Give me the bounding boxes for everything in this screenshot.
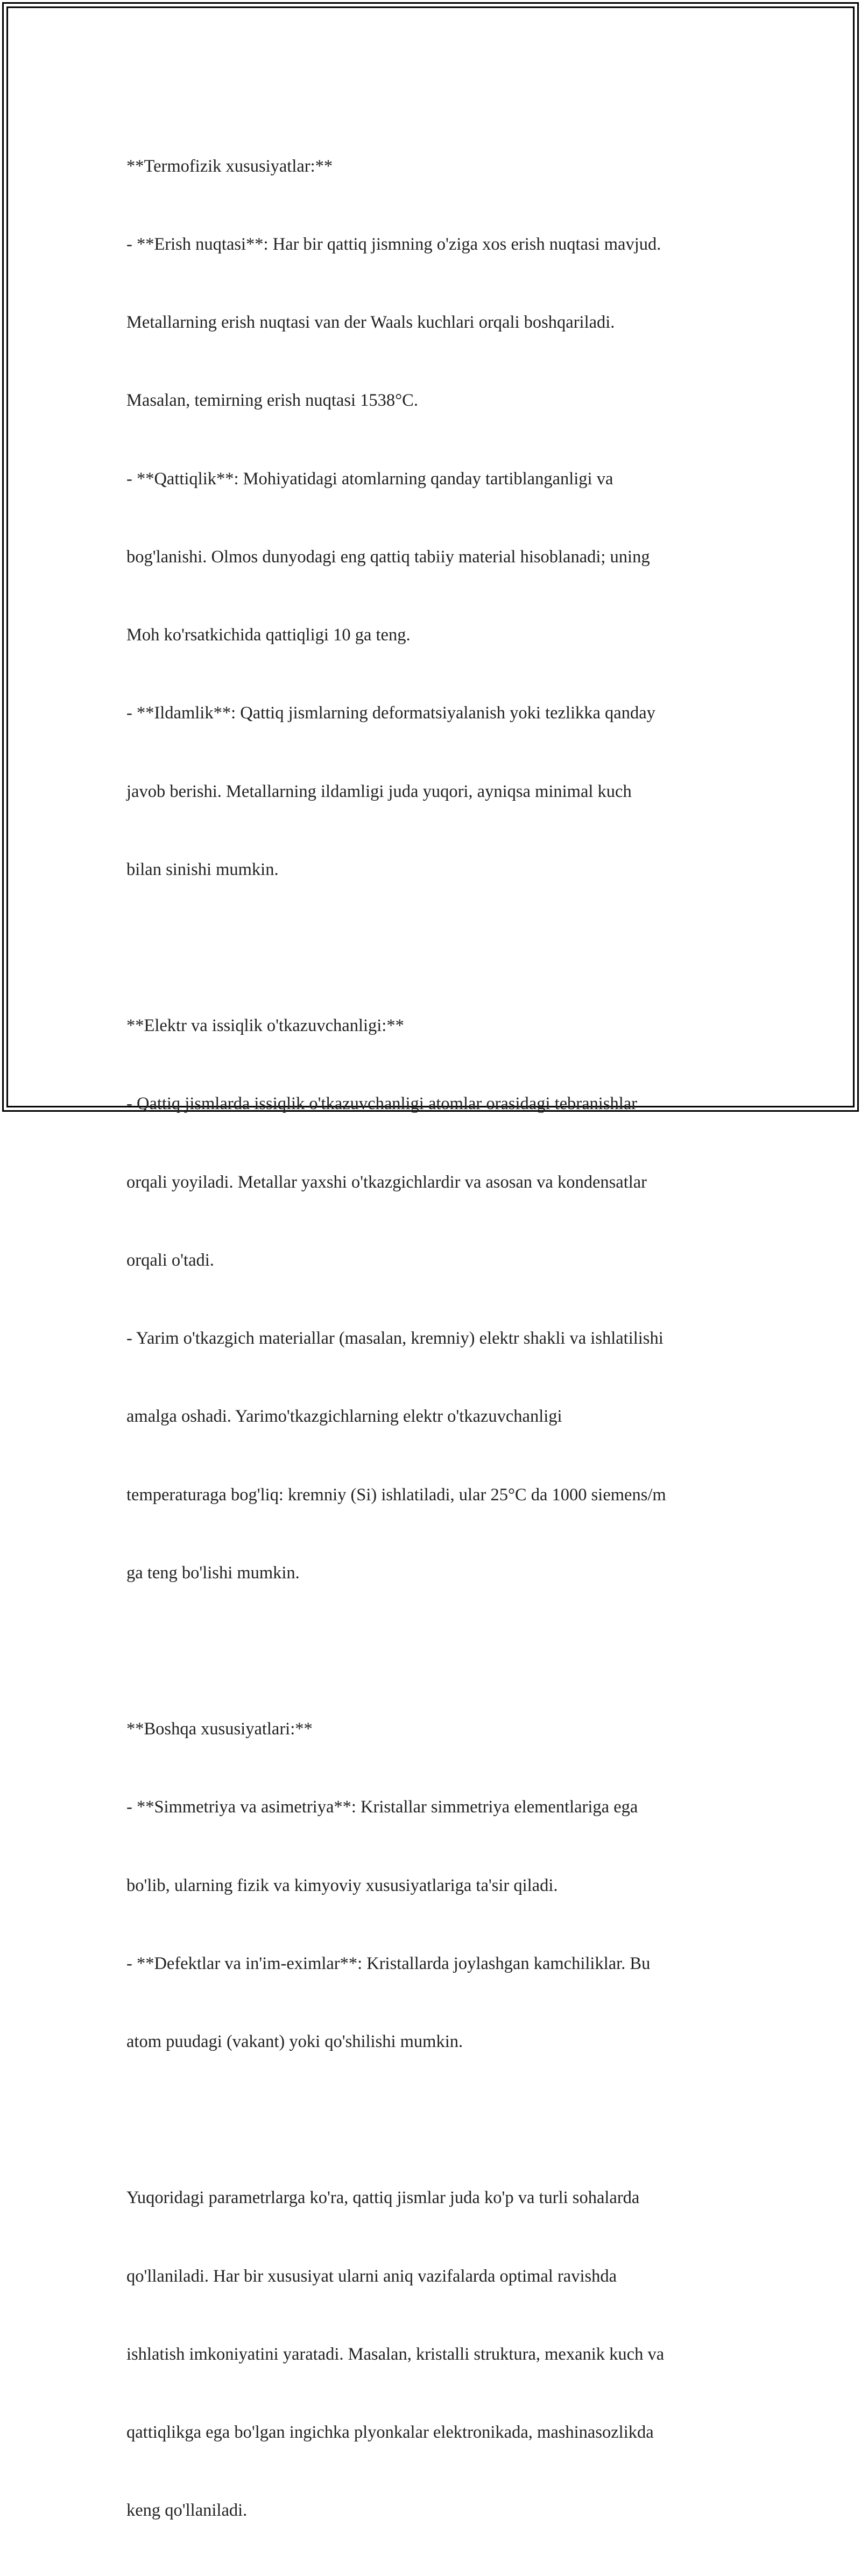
text-line: qo'llaniladi. Har bir xususiyat ularni aniq vazifalarda optimal ravishda	[126, 2266, 617, 2286]
text-line: atom puudagi (vakant) yoki qo'shilishi mumkin.	[126, 2032, 463, 2052]
text-line: - **Defektlar va in'im-eximlar**: Kristallarda joylashgan kamchiliklar. Bu	[126, 1953, 651, 1973]
text-line: qattiqlikga ega bo'lgan ingichka plyonkalar elektronikada, mashinasozlikda	[126, 2423, 654, 2443]
text-line: - **Erish nuqtasi**: Har bir qattiq jismning o'ziga xos erish nuqtasi mavjud.	[126, 235, 661, 255]
text-line: ishlatish imkoniyatini yaratadi. Masalan, kristalli struktura, mexanik kuch va	[126, 2344, 665, 2364]
text-line: bilan sinishi mumkin.	[126, 859, 279, 879]
paragraph-conclusion	[126, 2133, 761, 2576]
text-line: amalga oshadi. Yarimo'tkazgichlarning elektr o'tkazuvchanligi	[126, 1407, 562, 1427]
text-line: javob berishi. Metallarning ildamligi juda yuqori, ayniqsa minimal kuch	[126, 781, 632, 801]
text-line: bo'lib, ularning fizik va kimyoviy xususiyatlariga ta'sir qiladi.	[126, 1875, 558, 1895]
text-line: - Yarim o'tkazgich materiallar (masalan, kremniy) elektr shakli va ishlatilishi	[126, 1329, 664, 1349]
paragraph-termofizik	[126, 101, 761, 935]
text-line: Yuqoridagi parametrlarga ko'ra, qattiq jismlar juda ko'p va turli sohalarda	[126, 2188, 640, 2208]
text-line: Metallarning erish nuqtasi van der Waals kuchlari orqali boshqariladi.	[126, 313, 615, 333]
text-line: - Qattiq jismlarda issiqlik o'tkazuvchanligi atomlar orasidagi tebranishlar	[126, 1094, 638, 1114]
paragraph-boshqa	[126, 1664, 761, 2107]
text-line: orqali yoyiladi. Metallar yaxshi o'tkazgichlardir va asosan va kondensatlar	[126, 1172, 647, 1192]
text-line: Masalan, temirning erish nuqtasi 1538°C.	[126, 391, 418, 411]
section-heading: **Elektr va issiqlik o'tkazuvchanligi:**	[126, 1016, 404, 1036]
text-line: temperaturaga bog'liq: kremniy (Si) ishlatiladi, ular 25°C da 1000 siemens/m	[126, 1485, 666, 1505]
text-line: bog'lanishi. Olmos dunyodagi eng qattiq tabiiy material hisoblanadi; uning	[126, 547, 650, 567]
text-line: keng qo'llaniladi.	[126, 2501, 248, 2521]
text-line: Moh ko'rsatkichida qattiqligi 10 ga teng.	[126, 625, 411, 645]
document-body	[126, 101, 761, 2576]
text-line: - **Ildamlik**: Qattiq jismlarning deformatsiyalanish yoki tezlikka qanday	[126, 703, 655, 723]
paragraph-elektr	[126, 961, 761, 1638]
text-line: orqali o'tadi.	[126, 1250, 214, 1270]
section-heading: **Termofizik xususiyatlar:**	[126, 156, 333, 176]
text-line: - **Simmetriya va asimetriya**: Kristallar simmetriya elementlariga ega	[126, 1797, 638, 1817]
text-line: ga teng bo'lishi mumkin.	[126, 1563, 300, 1583]
section-heading: **Boshqa xususiyatlari:**	[126, 1719, 313, 1739]
text-line: - **Qattiqlik**: Mohiyatidagi atomlarning qanday tartiblanganligi va	[126, 469, 613, 489]
